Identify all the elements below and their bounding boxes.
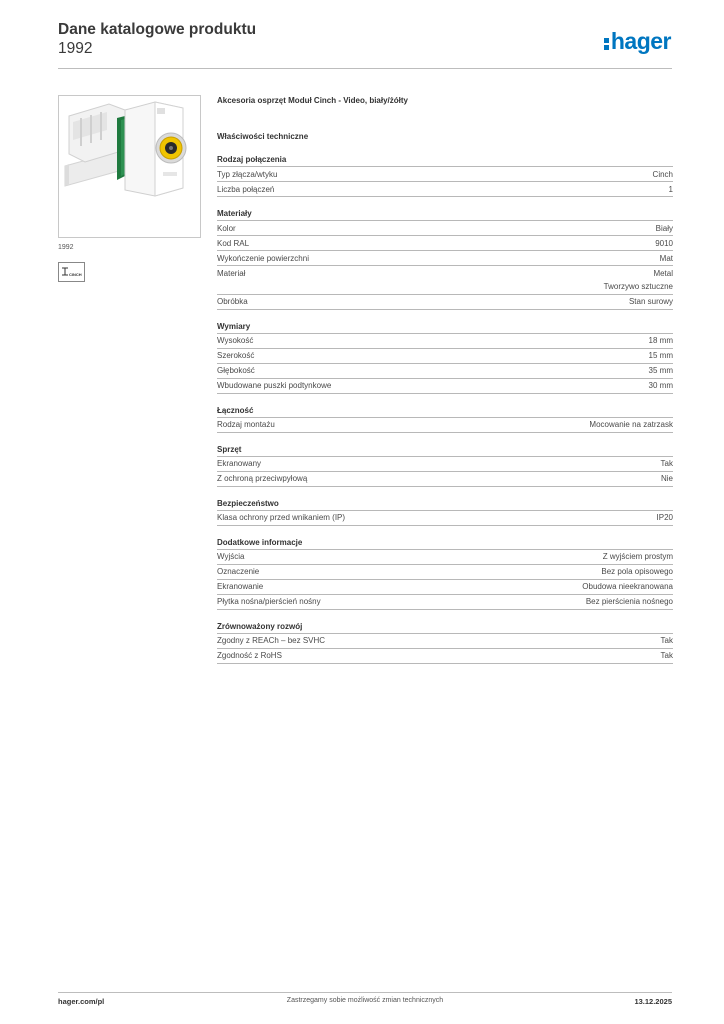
spec-value-text: 30 mm	[648, 381, 673, 390]
section-title: Bezpieczeństwo	[217, 498, 279, 508]
spec-row	[217, 167, 673, 182]
document-title: Dane katalogowe produktu	[58, 21, 257, 38]
spec-value-text: Bez pierścienia nośnego	[585, 597, 673, 606]
cinch-symbol-icon	[58, 262, 85, 282]
product-name: Akcesoria osprzęt Moduł Cinch - Video, biały/żółty	[217, 96, 408, 105]
spec-row	[217, 364, 673, 379]
page-header	[58, 20, 256, 58]
technical-properties-title: Właściwości techniczne	[217, 132, 309, 141]
footer-divider	[58, 992, 672, 993]
spec-label: Z ochroną przeciwpyłową	[217, 474, 308, 483]
spec-label: Zgodny z REACh – bez SVHC	[217, 636, 326, 645]
spec-label: Materiał	[217, 268, 246, 278]
spec-label: Klasa ochrony przed wnikaniem (IP)	[217, 513, 346, 522]
spec-value-text: Obudowa nieekranowana	[582, 582, 673, 591]
spec-value-text: Tak	[660, 636, 673, 645]
logo-dots-icon	[604, 35, 610, 49]
spec-label: Ekranowanie	[217, 582, 264, 591]
spec-section	[217, 154, 673, 197]
spec-value	[660, 252, 673, 266]
section-title: Łączność	[217, 405, 254, 415]
spec-table	[217, 633, 673, 664]
spec-row	[217, 418, 673, 433]
product-details	[217, 95, 673, 664]
spec-table	[217, 220, 673, 310]
spec-label: Szerokość	[217, 351, 255, 360]
spec-row	[217, 295, 673, 310]
spec-row	[217, 472, 673, 487]
section-title: Materiały	[217, 209, 252, 218]
hager-logo	[604, 28, 671, 54]
logo-text: hager	[610, 28, 671, 54]
spec-value	[661, 472, 673, 486]
cinch-symbol-label: CINCH	[69, 272, 82, 277]
section-title: Dodatkowe informacje	[217, 537, 303, 547]
spec-value	[649, 364, 673, 378]
spec-value-text: Nie	[660, 474, 673, 483]
spec-row	[217, 511, 673, 526]
spec-row	[217, 595, 673, 610]
cinch-module-image	[59, 96, 200, 237]
spec-value-text: 18 mm	[648, 336, 673, 345]
spec-row	[217, 266, 673, 295]
spec-row	[217, 236, 673, 251]
spec-row	[217, 251, 673, 266]
footer-website-link[interactable]: hager.com/pl	[58, 997, 105, 1006]
spec-label: Wysokość	[217, 336, 254, 345]
spec-value	[589, 418, 673, 432]
product-number: 1992	[58, 40, 93, 57]
product-image	[58, 95, 201, 238]
spec-sections	[217, 154, 673, 664]
spec-value-text: Metal	[653, 268, 673, 278]
spec-label: Liczba połączeń	[217, 184, 275, 194]
spec-row	[217, 550, 673, 565]
spec-value-text: 15 mm	[648, 351, 673, 360]
spec-table	[217, 333, 673, 394]
spec-label: Oznaczenie	[217, 567, 260, 576]
spec-value	[649, 334, 673, 348]
spec-table	[217, 417, 673, 433]
spec-value	[655, 237, 673, 251]
spec-value	[604, 267, 673, 294]
spec-value	[601, 565, 673, 579]
spec-value-text: Z wyjściem prostym	[602, 552, 673, 561]
spec-table	[217, 166, 673, 197]
spec-value-text: Tak	[660, 651, 673, 660]
spec-label: Wyjścia	[217, 552, 245, 561]
spec-value	[603, 550, 673, 564]
spec-label: Wbudowane puszki podtynkowe	[217, 381, 332, 390]
footer-disclaimer: Zastrzegamy sobie możliwość zmian technicznych	[286, 997, 444, 1004]
header-divider	[58, 68, 672, 69]
spec-value-text: 9010	[655, 238, 673, 248]
spec-value	[657, 511, 673, 525]
spec-value	[649, 349, 673, 363]
spec-label: Kod RAL	[217, 238, 250, 248]
spec-value	[649, 379, 673, 393]
spec-value	[661, 634, 673, 648]
spec-label: Rodzaj montażu	[217, 420, 275, 429]
spec-value-text: IP20	[656, 513, 673, 522]
spec-label: Głębokość	[217, 366, 255, 375]
spec-value	[629, 295, 673, 309]
spec-value-text: Cinch	[652, 169, 673, 179]
spec-value	[656, 222, 673, 236]
spec-value	[661, 457, 673, 471]
spec-value	[653, 168, 673, 182]
spec-row	[217, 221, 673, 236]
spec-value-text: 1	[668, 184, 673, 194]
spec-row	[217, 379, 673, 394]
spec-label: Płytka nośna/pierścień nośny	[217, 597, 321, 606]
spec-label: Obróbka	[217, 297, 248, 306]
spec-value-text: Mat	[659, 253, 673, 263]
spec-label: Wykończenie powierzchni	[217, 253, 309, 263]
spec-section	[217, 321, 673, 394]
spec-row	[217, 565, 673, 580]
spec-value	[582, 580, 673, 594]
spec-section	[217, 537, 673, 610]
section-title: Rodzaj połączenia	[217, 155, 287, 164]
spec-row	[217, 349, 673, 364]
spec-section	[217, 405, 673, 433]
spec-section	[217, 444, 673, 487]
spec-row	[217, 634, 673, 649]
spec-row	[217, 649, 673, 664]
spec-table	[217, 456, 673, 487]
spec-label: Zgodność z RoHS	[217, 651, 282, 660]
spec-label: Typ złącza/wtyku	[217, 169, 278, 179]
spec-value-text: Stan surowy	[628, 297, 673, 306]
spec-row	[217, 182, 673, 197]
spec-value-text: Bez pola opisowego	[601, 567, 673, 576]
spec-value	[586, 595, 673, 609]
spec-value-text: Tak	[660, 459, 673, 468]
spec-value	[669, 183, 673, 197]
spec-label: Kolor	[217, 223, 236, 233]
spec-value-text: Tworzywo sztuczne	[603, 282, 673, 291]
spec-row	[217, 457, 673, 472]
footer-date: 13.12.2025	[634, 997, 672, 1006]
section-title: Sprzęt	[217, 444, 242, 454]
spec-value	[661, 649, 673, 663]
image-caption: 1992	[58, 244, 74, 251]
spec-value-text: Biały	[655, 223, 673, 233]
spec-section	[217, 498, 673, 526]
section-title: Wymiary	[217, 321, 251, 331]
spec-label: Ekranowany	[217, 459, 262, 468]
spec-table	[217, 510, 673, 526]
spec-row	[217, 580, 673, 595]
section-title: Zrównoważony rozwój	[217, 621, 303, 631]
spec-value-text: 35 mm	[648, 366, 673, 375]
spec-value-text: Mocowanie na zatrzask	[589, 420, 673, 429]
spec-section	[217, 621, 673, 664]
spec-row	[217, 334, 673, 349]
spec-table	[217, 549, 673, 610]
spec-section	[217, 208, 673, 310]
